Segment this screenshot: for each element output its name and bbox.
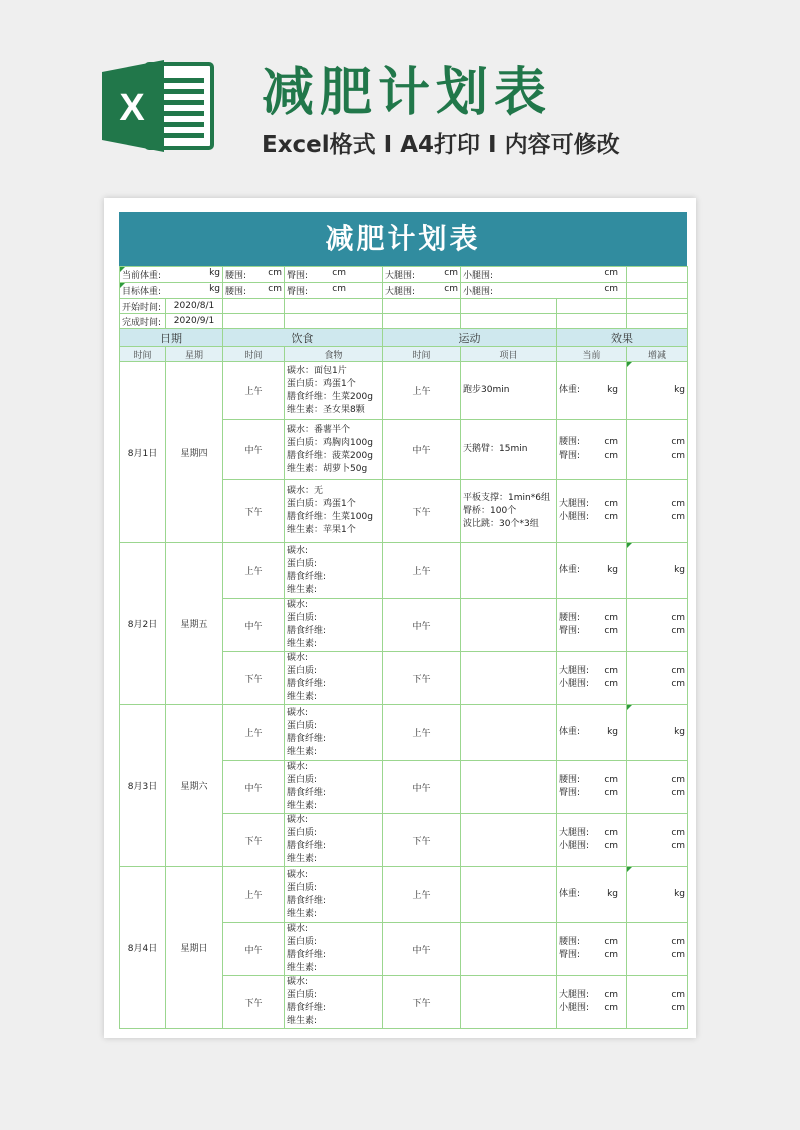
thigh-cell[interactable]: 大腿围: cm — [383, 267, 461, 283]
day-date[interactable]: 8月2日 — [120, 543, 166, 705]
header-change: 增减 — [627, 347, 688, 362]
effect-current[interactable] — [557, 420, 627, 480]
text-line: 碳水: — [287, 977, 309, 987]
effect-current[interactable] — [557, 362, 627, 420]
text-line: 碳水: — [287, 707, 309, 718]
exercise-time: 下午 — [383, 652, 461, 705]
change-unit: kg — [674, 384, 686, 395]
header-effect: 效果 — [557, 329, 688, 347]
text-line: 维生素: — [287, 692, 318, 702]
day-row — [120, 543, 688, 599]
effect-change[interactable] — [627, 543, 688, 599]
text-line: 维生素: — [287, 639, 318, 649]
text-line: 平板支撑：1min*6组 — [463, 492, 550, 503]
text-line: 膳食纤维: — [287, 679, 327, 689]
info-row-start — [120, 299, 688, 314]
text-line: 碳水: — [287, 869, 309, 880]
sheet-banner: 减肥计划表 — [119, 212, 687, 266]
day-date[interactable]: 8月4日 — [120, 867, 166, 1029]
text-line: 碳水：面包1片 — [287, 365, 347, 376]
effect-change[interactable] — [627, 420, 688, 480]
exercise-time: 中午 — [383, 599, 461, 652]
text-line: 碳水: — [287, 815, 309, 825]
effect-change[interactable] — [627, 362, 688, 420]
change-unit: cm — [671, 665, 686, 676]
measure-line: 大腿围: cm — [559, 665, 619, 676]
exercise-cell[interactable] — [461, 543, 557, 599]
header-date: 日期 — [120, 329, 223, 347]
thigh-cell[interactable]: 大腿围: cm — [383, 283, 461, 299]
hip-cell[interactable]: 臀围: cm — [285, 283, 383, 299]
food-cell[interactable] — [285, 705, 383, 761]
text-line: 膳食纤维: — [287, 895, 327, 906]
measure-line: 腰围: cm — [559, 936, 619, 947]
effect-current[interactable] — [557, 976, 627, 1029]
text-line: 膳食纤维: — [287, 788, 327, 798]
text-line: 膳食纤维: — [287, 1003, 327, 1013]
text-line: 蛋白质: — [287, 720, 318, 731]
calf-cell[interactable]: 小腿围: cm — [461, 283, 627, 299]
effect-change[interactable] — [627, 480, 688, 543]
effect-current[interactable] — [557, 599, 627, 652]
measure-line: 小腿围: cm — [559, 512, 619, 522]
diet-time: 中午 — [223, 420, 285, 480]
exercise-cell[interactable] — [461, 867, 557, 923]
text-line: 膳食纤维：菠菜200g — [287, 450, 373, 461]
text-line: 臀桥：100个 — [463, 505, 517, 516]
text-line: 蛋白质: — [287, 937, 318, 947]
measure-line: 腰围: cm — [559, 774, 619, 785]
effect-change[interactable] — [627, 761, 688, 814]
change-unit: cm — [671, 612, 686, 623]
header-item: 项目 — [461, 347, 557, 362]
text-line: 波比跳：30个*3组 — [463, 518, 539, 529]
effect-change[interactable] — [627, 976, 688, 1029]
text-line: 维生素：苹果1个 — [287, 525, 356, 535]
change-unit: kg — [674, 564, 686, 575]
diet-time: 上午 — [223, 705, 285, 761]
info-row-target-weight — [120, 283, 688, 299]
text-line: 蛋白质: — [287, 882, 318, 893]
measure-line: 体重: kg — [559, 384, 619, 395]
effect-change[interactable] — [627, 652, 688, 705]
text-line: 膳食纤维: — [287, 571, 327, 582]
day-rows — [120, 362, 688, 1029]
change-unit: kg — [674, 888, 686, 899]
diet-time: 下午 — [223, 976, 285, 1029]
header-current: 当前 — [557, 347, 627, 362]
exercise-cell[interactable] — [461, 976, 557, 1029]
effect-current[interactable] — [557, 543, 627, 599]
diet-time: 下午 — [223, 480, 285, 543]
food-cell[interactable] — [285, 480, 383, 543]
text-line: 膳食纤维: — [287, 841, 327, 851]
change-unit: cm — [671, 437, 686, 447]
target-weight-cell[interactable]: 目标体重: kg — [120, 283, 223, 299]
effect-change[interactable] — [627, 867, 688, 923]
text-line: 膳食纤维: — [287, 950, 327, 960]
start-date-value[interactable]: 2020/8/1 — [166, 299, 223, 314]
food-cell[interactable] — [285, 923, 383, 976]
food-cell[interactable] — [285, 599, 383, 652]
measure-line: 大腿围: cm — [559, 989, 619, 1000]
diet-time: 下午 — [223, 652, 285, 705]
text-line: 维生素: — [287, 1016, 318, 1026]
exercise-cell[interactable] — [461, 923, 557, 976]
page-subtitle: Excel格式 I A4打印 I 内容可修改 — [262, 132, 620, 158]
hip-cell[interactable]: 臀围: cm — [285, 267, 383, 283]
change-unit: cm — [671, 989, 686, 1000]
waist-cell[interactable]: 腰围: cm — [223, 283, 285, 299]
effect-change[interactable] — [627, 705, 688, 761]
exercise-cell[interactable] — [461, 761, 557, 814]
text-line: 碳水：番薯半个 — [287, 424, 351, 435]
measure-line: 体重: kg — [559, 888, 619, 899]
info-empty — [627, 267, 688, 283]
text-line: 碳水: — [287, 924, 309, 934]
exercise-cell[interactable] — [461, 814, 557, 867]
exercise-cell[interactable] — [461, 599, 557, 652]
text-line: 蛋白质: — [287, 666, 318, 676]
end-date-value[interactable]: 2020/9/1 — [166, 314, 223, 329]
text-line: 蛋白质: — [287, 613, 318, 623]
header-time: 时间 — [120, 347, 166, 362]
exercise-time: 上午 — [383, 867, 461, 923]
change-unit: cm — [671, 1003, 686, 1013]
text-line: 碳水: — [287, 762, 309, 772]
exercise-time: 下午 — [383, 814, 461, 867]
text-line: 维生素: — [287, 746, 318, 757]
effect-current[interactable] — [557, 867, 627, 923]
text-line: 跑步30min — [463, 385, 510, 395]
effect-current[interactable] — [557, 705, 627, 761]
measure-line: 大腿围: cm — [559, 827, 619, 838]
header-ex-time: 时间 — [383, 347, 461, 362]
change-unit: cm — [671, 679, 686, 689]
food-cell[interactable] — [285, 867, 383, 923]
info-empty — [627, 283, 688, 299]
exercise-cell[interactable] — [461, 420, 557, 480]
text-line: 蛋白质: — [287, 775, 318, 785]
text-line: 碳水: — [287, 545, 309, 556]
text-line: 蛋白质: — [287, 828, 318, 838]
text-line: 维生素: — [287, 963, 318, 973]
text-line: 蛋白质: — [287, 990, 318, 1000]
text-line: 碳水：无 — [287, 486, 324, 496]
text-line: 蛋白质：鸡蛋1个 — [287, 499, 356, 509]
text-line: 膳食纤维: — [287, 733, 327, 744]
effect-change[interactable] — [627, 599, 688, 652]
header-diet-time: 时间 — [223, 347, 285, 362]
plan-table — [119, 266, 688, 1029]
excel-logo-icon — [100, 58, 220, 154]
measure-line: 腰围: cm — [559, 612, 619, 623]
measure-line: 小腿围: cm — [559, 1003, 619, 1013]
effect-change[interactable] — [627, 923, 688, 976]
day-row — [120, 362, 688, 420]
text-line: 碳水: — [287, 653, 309, 663]
effect-current[interactable] — [557, 761, 627, 814]
header-diet: 饮食 — [223, 329, 383, 347]
day-weekday[interactable]: 星期六 — [166, 705, 223, 867]
day-row — [120, 705, 688, 761]
measure-line: 臀围: cm — [559, 450, 619, 461]
change-unit: cm — [671, 774, 686, 785]
measure-line: 臀围: cm — [559, 950, 619, 960]
text-line: 维生素: — [287, 908, 318, 919]
food-cell[interactable] — [285, 976, 383, 1029]
effect-current[interactable] — [557, 652, 627, 705]
change-unit: cm — [671, 841, 686, 851]
change-unit: cm — [671, 450, 686, 461]
effect-current[interactable] — [557, 923, 627, 976]
current-weight-cell[interactable]: 当前体重: kg — [120, 267, 223, 283]
header-food: 食物 — [285, 347, 383, 362]
exercise-cell[interactable] — [461, 705, 557, 761]
start-label: 开始时间: — [120, 299, 166, 314]
day-row — [120, 867, 688, 923]
exercise-time: 上午 — [383, 705, 461, 761]
measure-line: 臀围: cm — [559, 626, 619, 636]
text-line: 蛋白质：鸡蛋1个 — [287, 378, 356, 389]
effect-change[interactable] — [627, 814, 688, 867]
exercise-time: 中午 — [383, 420, 461, 480]
food-cell[interactable] — [285, 362, 383, 420]
change-unit: cm — [671, 498, 686, 509]
measure-line: 大腿围: cm — [559, 498, 619, 509]
change-unit: kg — [674, 726, 686, 737]
info-row-current-weight — [120, 267, 688, 283]
text-line: 维生素: — [287, 584, 318, 595]
text-line: 膳食纤维: — [287, 626, 327, 636]
exercise-cell[interactable] — [461, 480, 557, 543]
info-row-end — [120, 314, 688, 329]
effect-current[interactable] — [557, 814, 627, 867]
change-unit: cm — [671, 626, 686, 636]
food-cell[interactable] — [285, 761, 383, 814]
measure-line: 臀围: cm — [559, 788, 619, 798]
logo-letter: X — [119, 87, 145, 129]
header-row-2 — [120, 347, 688, 362]
change-unit: cm — [671, 512, 686, 522]
exercise-time: 下午 — [383, 480, 461, 543]
header-weekday: 星期 — [166, 347, 223, 362]
change-unit: cm — [671, 827, 686, 838]
text-line: 维生素：胡萝卜50g — [287, 463, 368, 474]
text-line: 膳食纤维：生菜100g — [287, 512, 373, 522]
text-line: 膳食纤维：生菜200g — [287, 391, 373, 402]
food-cell[interactable] — [285, 543, 383, 599]
text-line: 天鹅臂：15min — [463, 444, 528, 454]
exercise-time: 上午 — [383, 543, 461, 599]
text-line: 蛋白质：鸡胸肉100g — [287, 437, 373, 448]
text-line: 维生素: — [287, 854, 318, 864]
effect-current[interactable] — [557, 480, 627, 543]
change-unit: cm — [671, 788, 686, 798]
measure-line: 体重: kg — [559, 564, 619, 575]
day-weekday[interactable]: 星期日 — [166, 867, 223, 1029]
day-weekday[interactable]: 星期四 — [166, 362, 223, 543]
change-unit: cm — [671, 950, 686, 960]
text-line: 蛋白质: — [287, 558, 318, 569]
diet-time: 中午 — [223, 923, 285, 976]
waist-cell[interactable]: 腰围: cm — [223, 267, 285, 283]
change-unit: cm — [671, 936, 686, 947]
day-date[interactable]: 8月1日 — [120, 362, 166, 543]
exercise-time: 上午 — [383, 362, 461, 420]
text-line: 碳水: — [287, 600, 309, 610]
measure-line: 小腿围: cm — [559, 679, 619, 689]
exercise-time: 中午 — [383, 923, 461, 976]
diet-time: 上午 — [223, 362, 285, 420]
day-weekday[interactable]: 星期五 — [166, 543, 223, 705]
exercise-time: 下午 — [383, 976, 461, 1029]
food-cell[interactable] — [285, 420, 383, 480]
exercise-cell[interactable] — [461, 652, 557, 705]
diet-time: 中午 — [223, 761, 285, 814]
measure-line: 体重: kg — [559, 726, 619, 737]
diet-time: 下午 — [223, 814, 285, 867]
calf-cell[interactable]: 小腿围: cm — [461, 267, 627, 283]
diet-time: 上午 — [223, 543, 285, 599]
page-title: 减肥计划表 — [262, 63, 553, 123]
header-row-1 — [120, 329, 688, 347]
measure-line: 腰围: cm — [559, 437, 619, 447]
measure-line: 小腿围: cm — [559, 841, 619, 851]
exercise-time: 中午 — [383, 761, 461, 814]
diet-time: 中午 — [223, 599, 285, 652]
day-date[interactable]: 8月3日 — [120, 705, 166, 867]
diet-time: 上午 — [223, 867, 285, 923]
text-line: 维生素：圣女果8颗 — [287, 404, 365, 415]
header-exercise: 运动 — [383, 329, 557, 347]
food-cell[interactable] — [285, 814, 383, 867]
text-line: 维生素: — [287, 801, 318, 811]
exercise-cell[interactable] — [461, 362, 557, 420]
food-cell[interactable] — [285, 652, 383, 705]
end-label: 完成时间: — [120, 314, 166, 329]
